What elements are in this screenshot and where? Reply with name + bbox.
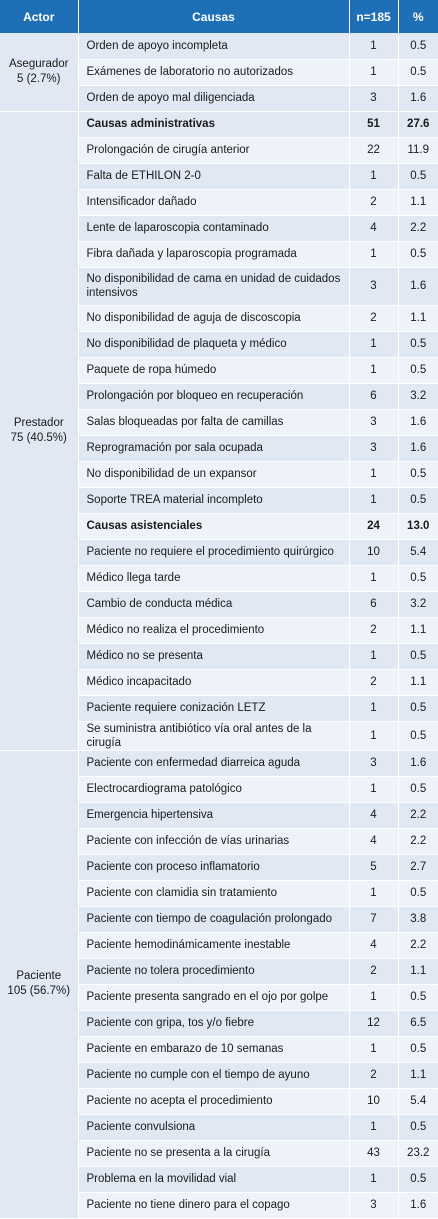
percent-cell: 0.5 [398,1114,438,1140]
table-header [0,0,438,33]
cause-cell: Paciente convulsiona [78,1114,349,1140]
cause-cell: Paquete de ropa húmedo [78,357,349,383]
cause-cell: Falta de ETHILON 2-0 [78,163,349,189]
cause-cell: Paciente no tolera procedimiento [78,958,349,984]
cause-cell: Prolongación de cirugía anterior [78,137,349,163]
cause-cell: Paciente no se presenta a la cirugía [78,1140,349,1166]
percent-cell: 0.5 [398,357,438,383]
table-body [0,33,438,1218]
cause-cell: Médico no realiza el procedimiento [78,617,349,643]
percent-cell: 0.5 [398,721,438,750]
count-cell: 2 [349,669,398,695]
count-cell: 43 [349,1140,398,1166]
count-cell: 2 [349,305,398,331]
percent-cell: 0.5 [398,487,438,513]
count-cell: 3 [349,409,398,435]
percent-cell: 0.5 [398,461,438,487]
percent-cell: 11.9 [398,137,438,163]
percent-cell: 0.5 [398,1166,438,1192]
count-cell: 2 [349,617,398,643]
actor-cell-paciente [0,750,78,1218]
cause-cell: No disponibilidad de plaqueta y médico [78,331,349,357]
count-cell: 4 [349,215,398,241]
percent-cell: 0.5 [398,643,438,669]
actor-count: 5 (2.7%) [17,72,61,85]
table-row [0,111,438,137]
cause-cell: Soporte TREA material incompleto [78,487,349,513]
header-n: n=185 [349,0,398,33]
cause-cell: No disponibilidad de un expansor [78,461,349,487]
cause-cell: Médico llega tarde [78,565,349,591]
percent-cell: 0.5 [398,33,438,59]
cause-cell: Lente de laparoscopia contaminado [78,215,349,241]
percent-cell: 5.4 [398,539,438,565]
count-cell: 1 [349,1114,398,1140]
percent-cell: 0.5 [398,331,438,357]
cause-cell: Emergencia hipertensiva [78,802,349,828]
category-heading: Causas asistenciales [78,513,349,539]
percent-cell: 0.5 [398,695,438,721]
percent-cell: 1.1 [398,958,438,984]
count-cell: 1 [349,721,398,750]
actor-name: Asegurador [9,57,69,70]
count-cell: 51 [349,111,398,137]
count-cell: 4 [349,802,398,828]
actor-cell-prestador [0,111,78,750]
cause-cell: Paciente no acepta el procedimiento [78,1088,349,1114]
cause-cell: Paciente con clamidia sin tratamiento [78,880,349,906]
cause-cell: Paciente requiere conización LETZ [78,695,349,721]
percent-cell: 1.6 [398,85,438,111]
header-pct: % [398,0,438,33]
count-cell: 1 [349,357,398,383]
percent-cell: 1.6 [398,435,438,461]
percent-cell: 2.7 [398,854,438,880]
count-cell: 1 [349,1166,398,1192]
cause-cell: Paciente no requiere el procedimiento quirúrgico [78,539,349,565]
table-row [0,33,438,59]
count-cell: 1 [349,163,398,189]
count-cell: 1 [349,487,398,513]
percent-cell: 23.2 [398,1140,438,1166]
actor-cell-asegurador [0,33,78,111]
count-cell: 1 [349,984,398,1010]
percent-cell: 1.1 [398,189,438,215]
count-cell: 1 [349,461,398,487]
percent-cell: 3.2 [398,591,438,617]
count-cell: 4 [349,932,398,958]
percent-cell: 2.2 [398,932,438,958]
percent-cell: 0.5 [398,59,438,85]
count-cell: 3 [349,267,398,305]
cause-cell: Paciente con proceso inflamatorio [78,854,349,880]
table-row [0,750,438,776]
count-cell: 24 [349,513,398,539]
percent-cell: 0.5 [398,776,438,802]
count-cell: 6 [349,591,398,617]
count-cell: 1 [349,241,398,267]
cause-cell: Intensificador dañado [78,189,349,215]
header-actor: Actor [0,0,78,33]
count-cell: 7 [349,906,398,932]
cause-cell: Se suministra antibiótico vía oral antes de la cirugía [78,721,349,750]
count-cell: 12 [349,1010,398,1036]
percent-cell: 1.6 [398,750,438,776]
percent-cell: 1.6 [398,409,438,435]
cause-cell: Orden de apoyo incompleta [78,33,349,59]
percent-cell: 0.5 [398,880,438,906]
count-cell: 3 [349,435,398,461]
cause-cell: Problema en la movilidad vial [78,1166,349,1192]
count-cell: 2 [349,958,398,984]
count-cell: 1 [349,880,398,906]
cause-cell: No disponibilidad de cama en unidad de cuidados intensivos [78,267,349,305]
actor-count: 75 (40.5%) [10,431,67,444]
count-cell: 1 [349,331,398,357]
percent-cell: 0.5 [398,565,438,591]
count-cell: 1 [349,1036,398,1062]
cause-cell: Salas bloqueadas por falta de camillas [78,409,349,435]
percent-cell: 0.5 [398,163,438,189]
count-cell: 6 [349,383,398,409]
count-cell: 1 [349,643,398,669]
percent-cell: 2.2 [398,215,438,241]
count-cell: 1 [349,776,398,802]
cause-cell: Paciente con tiempo de coagulación prolongado [78,906,349,932]
cause-cell: Paciente presenta sangrado en el ojo por golpe [78,984,349,1010]
cause-cell: Fibra dañada y laparoscopia programada [78,241,349,267]
count-cell: 10 [349,1088,398,1114]
percent-cell: 6.5 [398,1010,438,1036]
percent-cell: 27.6 [398,111,438,137]
percent-cell: 1.1 [398,1062,438,1088]
count-cell: 5 [349,854,398,880]
category-heading: Causas administrativas [78,111,349,137]
cause-cell: Paciente en embarazo de 10 semanas [78,1036,349,1062]
count-cell: 4 [349,828,398,854]
percent-cell: 0.5 [398,984,438,1010]
percent-cell: 3.2 [398,383,438,409]
percent-cell: 1.6 [398,267,438,305]
cause-cell: Paciente con enfermedad diarreica aguda [78,750,349,776]
cause-cell: Paciente hemodinámicamente inestable [78,932,349,958]
percent-cell: 1.1 [398,669,438,695]
count-cell: 1 [349,695,398,721]
cause-cell: Paciente con gripa, tos y/o fiebre [78,1010,349,1036]
cause-cell: Electrocardiograma patológico [78,776,349,802]
percent-cell: 13.0 [398,513,438,539]
cause-cell: Paciente con infección de vías urinarias [78,828,349,854]
percent-cell: 0.5 [398,241,438,267]
actor-name: Prestador [13,416,64,429]
cause-cell: Prolongación por bloqueo en recuperación [78,383,349,409]
percent-cell: 1.6 [398,1192,438,1218]
count-cell: 2 [349,189,398,215]
count-cell: 2 [349,1062,398,1088]
count-cell: 3 [349,750,398,776]
cause-cell: Reprogramación por sala ocupada [78,435,349,461]
count-cell: 3 [349,85,398,111]
count-cell: 1 [349,33,398,59]
percent-cell: 1.1 [398,617,438,643]
cause-cell: Médico incapacitado [78,669,349,695]
cause-cell: Paciente no tiene dinero para el copago [78,1192,349,1218]
actor-count: 105 (56.7%) [7,985,71,997]
percent-cell: 3.8 [398,906,438,932]
cause-cell: Orden de apoyo mal diligenciada [78,85,349,111]
count-cell: 1 [349,565,398,591]
percent-cell: 1.1 [398,305,438,331]
count-cell: 22 [349,137,398,163]
cause-cell: Paciente no cumple con el tiempo de ayuno [78,1062,349,1088]
count-cell: 1 [349,59,398,85]
percent-cell: 5.4 [398,1088,438,1114]
cause-cell: Exámenes de laboratorio no autorizados [78,59,349,85]
percent-cell: 2.2 [398,828,438,854]
actor-name: Paciente [16,970,62,982]
cause-cell: Cambio de conducta médica [78,591,349,617]
cause-cell: Médico no se presenta [78,643,349,669]
cause-cell: No disponibilidad de aguja de discoscopia [78,305,349,331]
header-causes: Causas [78,0,349,33]
count-cell: 10 [349,539,398,565]
percent-cell: 0.5 [398,1036,438,1062]
percent-cell: 2.2 [398,802,438,828]
count-cell: 3 [349,1192,398,1218]
